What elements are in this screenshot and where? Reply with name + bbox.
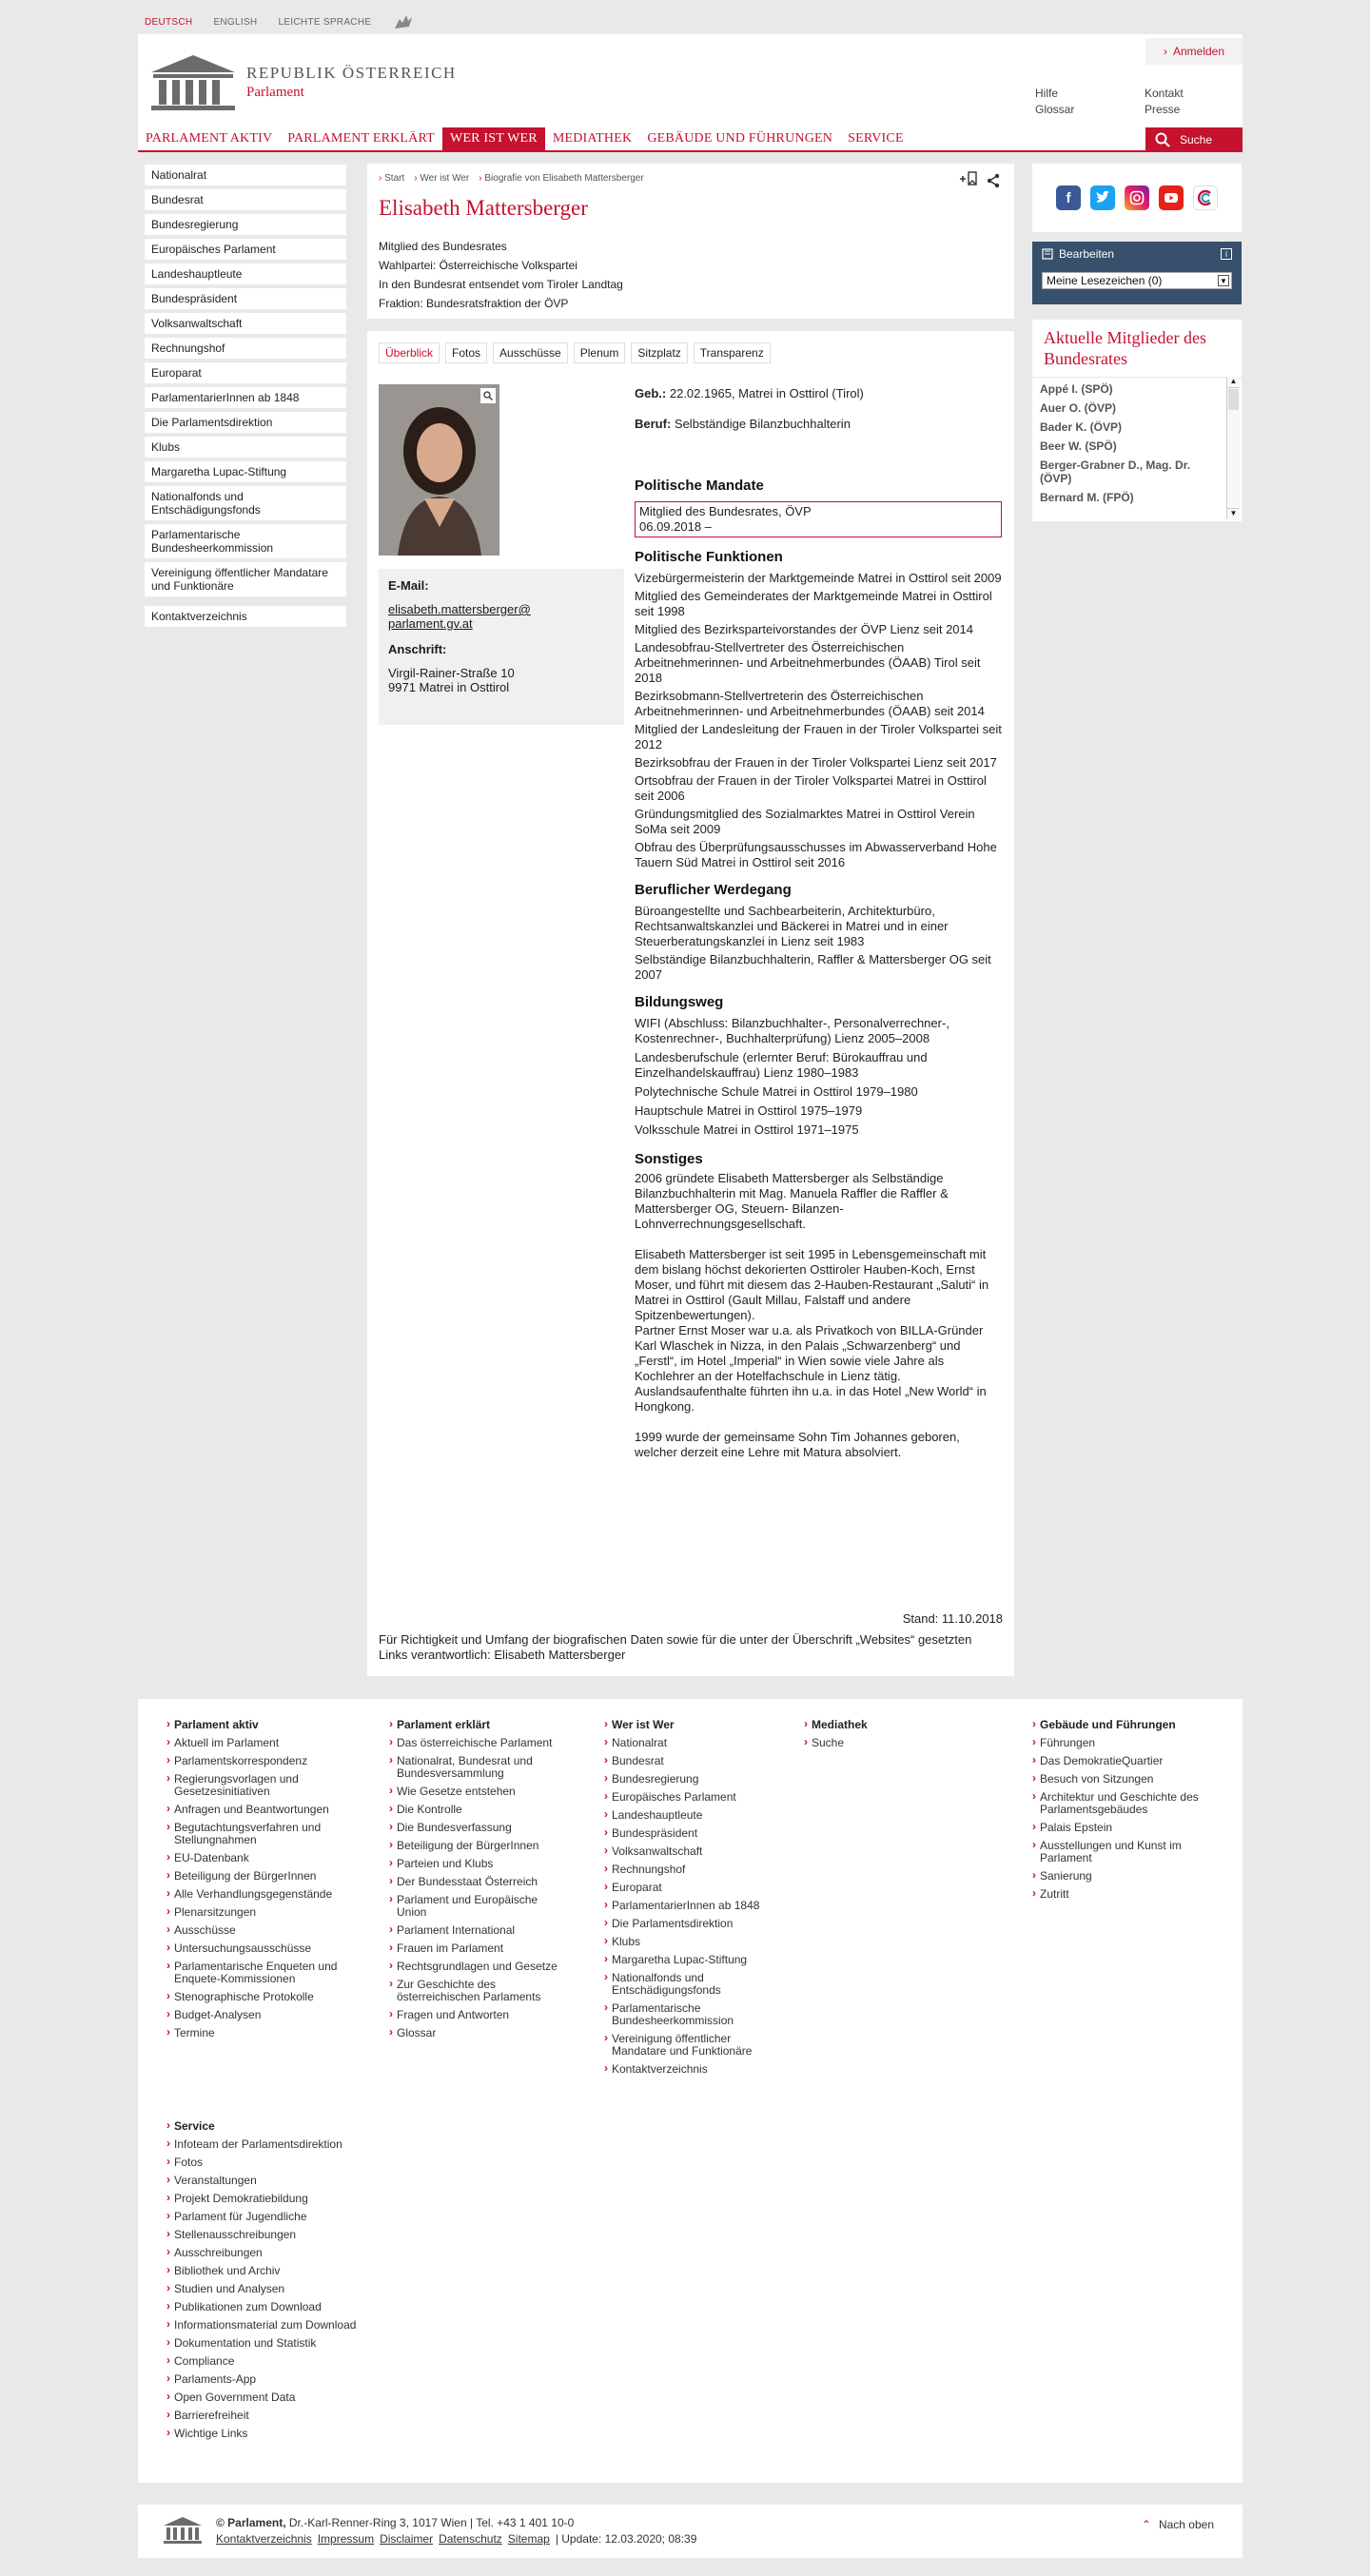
- breadcrumb: [379, 173, 644, 184]
- footer-link[interactable]: › Besuch von Sitzungen: [1032, 1773, 1223, 1786]
- section-heading: Politische Funktionen: [635, 549, 783, 565]
- footer-link[interactable]: › Palais Epstein: [1032, 1822, 1223, 1834]
- footer-link[interactable]: › Wichtige Links: [166, 2428, 376, 2440]
- footer-link[interactable]: › Parlament für Jugendliche: [166, 2211, 376, 2223]
- person-info-line: Wahlpartei: Österreichische Volkspartei: [379, 259, 577, 272]
- nav-gebaeude-fuehrungen[interactable]: GEBÄUDE UND FÜHRUNGEN: [647, 131, 833, 146]
- address: Virgil-Rainer-Straße 10 9971 Matrei in Osttirol: [388, 666, 515, 694]
- footer-link[interactable]: › Die Parlamentsdirektion: [604, 1918, 775, 1930]
- sidebar-item-lupac-stiftung[interactable]: Margaretha Lupac-Stiftung: [145, 461, 346, 482]
- footer-link[interactable]: › Rechtsgrundlagen und Gesetze: [389, 1961, 560, 1973]
- tab-bar: [379, 342, 771, 363]
- footer-heading[interactable]: › Gebäude und Führungen: [1032, 1718, 1223, 1731]
- footer-link[interactable]: › Anfragen und Beantwortungen: [166, 1804, 357, 1816]
- footer-link[interactable]: › Parlaments-App: [166, 2373, 376, 2386]
- footer-col-parlament-aktiv: [166, 1718, 357, 2045]
- tab-plenum[interactable]: Plenum: [574, 342, 626, 363]
- list-item: Mitglied des Gemeinderates der Marktgemeinde Matrei in Osttirol seit 1998: [635, 589, 992, 618]
- list-item: Bezirksobfrau der Frauen in der Tiroler Volkspartei Lienz seit 2017: [635, 755, 997, 770]
- footer-link[interactable]: › Parlament und Europäische Union: [389, 1894, 560, 1919]
- footer-link[interactable]: › Plenarsitzungen: [166, 1906, 357, 1919]
- footer-link[interactable]: › Bundesrat: [604, 1755, 775, 1767]
- footer-link[interactable]: › Nationalrat, Bundesrat und Bundesversammlung: [389, 1755, 560, 1780]
- chevron-right-icon: ›: [1163, 45, 1167, 58]
- education-list: [635, 1016, 1006, 1138]
- footer-link[interactable]: › Parlamentskorrespondenz: [166, 1755, 357, 1767]
- footer-link[interactable]: › Europäisches Parlament: [604, 1791, 775, 1804]
- login-button[interactable]: › Anmelden: [1145, 38, 1243, 65]
- footer-link[interactable]: › Führungen: [1032, 1737, 1223, 1749]
- tab-transparenz[interactable]: Transparenz: [694, 342, 771, 363]
- member-item[interactable]: Beer W. (SPÖ): [1040, 439, 1117, 453]
- link-sitemap[interactable]: Sitemap: [507, 2532, 550, 2546]
- last-updated: Stand: 11.10.2018: [902, 1611, 1003, 1626]
- footer-link[interactable]: › Frauen im Parlament: [389, 1942, 560, 1955]
- footer-link[interactable]: › Publikationen zum Download: [166, 2301, 376, 2313]
- footer-link[interactable]: › Aktuell im Parlament: [166, 1737, 357, 1749]
- footer-heading[interactable]: › Wer ist Wer: [604, 1718, 775, 1731]
- footer-col-mediathek: [804, 1718, 975, 1755]
- footer-link[interactable]: › Veranstaltungen: [166, 2175, 376, 2187]
- footer-col-parlament-erklaert: [389, 1718, 560, 2045]
- footer-link[interactable]: › Ausschüsse: [166, 1924, 357, 1937]
- bottom-bar: [138, 2505, 1243, 2558]
- list-item: Vizebürgermeisterin der Marktgemeinde Matrei in Osttirol seit 2009: [635, 571, 1002, 585]
- section-heading: Bildungsweg: [635, 994, 724, 1010]
- footer-link[interactable]: › Studien und Analysen: [166, 2283, 376, 2295]
- footer-link[interactable]: › Die Kontrolle: [389, 1804, 560, 1816]
- footer-link[interactable]: › Open Government Data: [166, 2391, 376, 2404]
- page-title: Elisabeth Mattersberger: [379, 196, 588, 220]
- career-list: [635, 904, 1006, 983]
- footer-link[interactable]: › Landeshauptleute: [604, 1809, 775, 1822]
- list-item: Volksschule Matrei in Osttirol 1971–1975: [635, 1122, 859, 1137]
- copyright: © Parlament, Dr.-Karl-Renner-Ring 3, 1017 Wien | Tel. +43 1 401 10-0: [216, 2516, 575, 2529]
- chevron-down-icon: ▼: [1218, 275, 1229, 286]
- footer-link[interactable]: › Nationalrat: [604, 1737, 775, 1749]
- link-disclaimer[interactable]: Disclaimer: [380, 2532, 434, 2546]
- person-detail-panel: [367, 331, 1014, 1676]
- tab-fotos[interactable]: Fotos: [445, 342, 487, 363]
- footer-link[interactable]: › Sanierung: [1032, 1870, 1223, 1883]
- members-title: Aktuelle Mitglieder des Bundesrates: [1032, 320, 1242, 378]
- footer-link[interactable]: › Wie Gesetze entstehen: [389, 1786, 560, 1798]
- paragraph: 1999 wurde der gemeinsame Sohn Tim Johannes geboren, welcher derzeit eine Lehre mit Matura absolviert.: [635, 1430, 960, 1459]
- members-scrollbar[interactable]: [1226, 377, 1240, 519]
- sidebar-item-nationalrat[interactable]: Nationalrat: [145, 165, 346, 185]
- footer-heading[interactable]: › Parlament erklärt: [389, 1718, 560, 1731]
- mandate-box: Mitglied des Bundesrates, ÖVP 06.09.2018 –: [635, 501, 1002, 537]
- nav-mediathek[interactable]: MEDIATHEK: [552, 131, 633, 146]
- sidebar-item-bundespraesident[interactable]: Bundespräsident: [145, 288, 346, 309]
- footer-link[interactable]: › Stenographische Protokolle: [166, 1991, 357, 2003]
- member-item[interactable]: Auer O. (ÖVP): [1040, 401, 1117, 415]
- list-item: Mitglied des Bezirksparteivorstandes der ÖVP Lienz seit 2014: [635, 622, 974, 636]
- language-bar: [145, 13, 415, 30]
- sign-language-icon[interactable]: [392, 13, 415, 30]
- footer-heading[interactable]: › Mediathek: [804, 1718, 975, 1731]
- member-item[interactable]: Bader K. (ÖVP): [1040, 420, 1123, 434]
- footer-link[interactable]: › Europarat: [604, 1882, 775, 1894]
- twitter-icon[interactable]: [1090, 185, 1115, 210]
- logo-subtitle: Parlament: [246, 84, 304, 100]
- edit-panel: [1032, 242, 1242, 304]
- parlament-building-icon: [163, 2516, 203, 2545]
- sidebar-item-bundesrat[interactable]: Bundesrat: [145, 189, 346, 210]
- nav-wer-ist-wer[interactable]: WER IST WER: [442, 127, 545, 150]
- person-info: [379, 237, 623, 313]
- member-item[interactable]: Berger-Grabner D., Mag. Dr. (ÖVP): [1040, 459, 1191, 485]
- instagram-icon[interactable]: [1125, 185, 1149, 210]
- footer-link[interactable]: › Volksanwaltschaft: [604, 1845, 775, 1858]
- footer-col-wer-ist-wer: [604, 1718, 775, 2081]
- sidebar-item-vereinigung-mandatare[interactable]: Vereinigung öffentlicher Mandatare und Funktionäre: [145, 562, 346, 596]
- members-panel: [1032, 320, 1242, 521]
- youtube-icon[interactable]: [1159, 185, 1184, 210]
- list-item: Bezirksobmann-Stellvertreterin des Österreichischen Arbeitnehmerinnen- und Arbeitnehmerbundes (ÖAAB) seit 2014: [635, 689, 985, 718]
- bookmarks-select[interactable]: Meine Lesezeichen (0) ▼: [1042, 272, 1232, 289]
- person-info-line: In den Bundesrat entsendet vom Tiroler Landtag: [379, 278, 623, 291]
- breadcrumb-start[interactable]: › Start: [379, 173, 405, 184]
- footer-heading[interactable]: › Service: [166, 2119, 376, 2133]
- footer-link[interactable]: › Margaretha Lupac-Stiftung: [604, 1954, 775, 1966]
- disclaimer-text: Für Richtigkeit und Umfang der biografischen Daten sowie für die unter der Überschrift „Websites“ gesetzten Links verantwortlich: Elisabeth Mattersberger: [379, 1632, 972, 1662]
- update-date: | Update: 12.03.2020; 08:39: [555, 2532, 697, 2546]
- footer-link[interactable]: › Fragen und Antworten: [389, 2009, 560, 2021]
- tab-sitzplatz[interactable]: Sitzplatz: [631, 342, 687, 363]
- scroll-down-icon[interactable]: ▼: [1227, 508, 1240, 519]
- link-kontaktverzeichnis[interactable]: Kontaktverzeichnis: [216, 2532, 312, 2546]
- lang-deutsch[interactable]: DEUTSCH: [145, 16, 193, 28]
- list-item: Gründungsmitglied des Sozialmarktes Matrei in Osttirol Verein SoMa seit 2009: [635, 807, 975, 836]
- footer-link[interactable]: › Parlamentarische Bundesheerkommission: [604, 2002, 775, 2027]
- footer-link[interactable]: › Architektur und Geschichte des Parlamentsgebäudes: [1032, 1791, 1223, 1816]
- sidebar-item-kontaktverzeichnis[interactable]: Kontaktverzeichnis: [145, 606, 346, 627]
- misc-text: [635, 1171, 1006, 1460]
- footer-link[interactable]: › Termine: [166, 2027, 357, 2039]
- paragraph: 2006 gründete Elisabeth Mattersberger als Selbständige Bilanzbuchhalterin mit Mag. Manuela Raffler die Raffler & Mattersberger OG, Steuern- Bilanzen- Lohnverrechnungsgesellschaft.: [635, 1171, 949, 1231]
- chevron-up-icon: ⌃: [1141, 2518, 1151, 2531]
- sidebar-item-europaeisches-parlament[interactable]: Europäisches Parlament: [145, 239, 346, 260]
- parlament-logo[interactable]: [149, 51, 457, 112]
- footer-link[interactable]: › Regierungsvorlagen und Gesetzesinitiativen: [166, 1773, 357, 1798]
- social-media-bar: [1032, 164, 1242, 232]
- member-item[interactable]: Bernard M. (FPÖ): [1040, 491, 1134, 504]
- footer-heading[interactable]: › Parlament aktiv: [166, 1718, 357, 1731]
- member-item[interactable]: Appé I. (SPÖ): [1040, 382, 1113, 396]
- footer-link[interactable]: › Beteiligung der BürgerInnen: [166, 1870, 357, 1883]
- nav-service[interactable]: SERVICE: [848, 131, 904, 146]
- sidebar-item-parlamentarier-ab-1848[interactable]: ParlamentarierInnen ab 1848: [145, 387, 346, 408]
- footer-link[interactable]: › EU-Datenbank: [166, 1852, 357, 1864]
- email-link[interactable]: elisabeth.mattersberger@ parlament.gv.at: [388, 602, 531, 631]
- footer-col-gebaeude: [1032, 1718, 1223, 1906]
- nav-parlament-erklaert[interactable]: PARLAMENT ERKLÄRT: [287, 131, 435, 146]
- footer-link[interactable]: › Bundespräsident: [604, 1827, 775, 1840]
- footer-link[interactable]: › Begutachtungsverfahren und Stellungnahmen: [166, 1822, 357, 1846]
- footer-link[interactable]: › Parteien und Klubs: [389, 1858, 560, 1870]
- sidebar-item-europarat[interactable]: Europarat: [145, 362, 346, 383]
- search-icon: [1155, 132, 1170, 147]
- main-navigation: [138, 127, 1243, 152]
- list-item: WIFI (Abschluss: Bilanzbuchhalter-, Personalverrechner-, Kostenrechner-, Buchhalterprüfung) Lienz 2005–2008: [635, 1016, 949, 1045]
- sidebar-item-bundesregierung[interactable]: Bundesregierung: [145, 214, 346, 235]
- footer-link[interactable]: › Bibliothek und Archiv: [166, 2265, 376, 2277]
- list-item: Mitglied der Landesleitung der Frauen in der Tiroler Volkspartei seit 2012: [635, 722, 1002, 751]
- footer-link[interactable]: › Glossar: [389, 2027, 560, 2039]
- contact-box: [379, 569, 624, 725]
- footer-col-service: [166, 2119, 376, 2446]
- list-item: Büroangestellte und Sachbearbeiterin, Architekturbüro, Rechtsanwaltskanzlei und Bäckerei in Matrei und in einer Steuerberatungskanzlei in Lienz seit 1983: [635, 904, 949, 948]
- person-info-line: Mitglied des Bundesrates: [379, 240, 507, 253]
- scroll-up-icon[interactable]: ▲: [1227, 377, 1240, 388]
- biography-content: [635, 386, 1006, 1460]
- section-heading: Beruflicher Werdegang: [635, 882, 792, 898]
- lang-leichte-sprache[interactable]: LEICHTE SPRACHE: [278, 16, 372, 28]
- press-link[interactable]: Presse: [1145, 103, 1181, 116]
- sidebar-item-landeshauptleute[interactable]: Landeshauptleute: [145, 263, 346, 284]
- bookmark-add-icon[interactable]: [959, 171, 978, 189]
- footer-link[interactable]: › Compliance: [166, 2355, 376, 2368]
- parlament-building-icon: [149, 51, 237, 112]
- share-icon[interactable]: [986, 173, 1001, 191]
- breadcrumb-current: › Biografie von Elisabeth Mattersberger: [479, 173, 644, 184]
- footer-link[interactable]: › Dokumentation und Statistik: [166, 2337, 376, 2350]
- footer-link[interactable]: › Projekt Demokratiebildung: [166, 2193, 376, 2205]
- sidebar-item-rechnungshof[interactable]: Rechnungshof: [145, 338, 346, 359]
- site-footer: [138, 1699, 1243, 2483]
- list-item: Selbständige Bilanzbuchhalterin, Raffler & Mattersberger OG seit 2007: [635, 952, 991, 982]
- footer-link[interactable]: › Alle Verhandlungsgegenstände: [166, 1888, 357, 1901]
- section-heading: Sonstiges: [635, 1151, 703, 1167]
- breadcrumb-wer-ist-wer[interactable]: › Wer ist Wer: [414, 173, 470, 184]
- footer-link[interactable]: › Parlamentarische Enqueten und Enquete-Kommissionen: [166, 1961, 357, 1985]
- footer-link[interactable]: › Ausschreibungen: [166, 2247, 376, 2259]
- link-impressum[interactable]: Impressum: [317, 2532, 375, 2546]
- members-list: [1032, 377, 1226, 519]
- legal-links: [216, 2532, 696, 2546]
- sidebar-item-nationalfonds[interactable]: Nationalfonds und Entschädigungsfonds: [145, 486, 346, 520]
- footer-link[interactable]: › ParlamentarierInnen ab 1848: [604, 1900, 775, 1912]
- footer-link[interactable]: › Bundesregierung: [604, 1773, 775, 1786]
- email-label: E-Mail:: [388, 578, 429, 593]
- footer-link[interactable]: › Budget-Analysen: [166, 2009, 357, 2021]
- tab-ausschuesse[interactable]: Ausschüsse: [493, 342, 568, 363]
- site-header: [138, 34, 1243, 127]
- sidebar-item-volksanwaltschaft[interactable]: Volksanwaltschaft: [145, 313, 346, 334]
- paragraph: Elisabeth Mattersberger ist seit 1995 in Lebensgemeinschaft mit dem bislang höchst dekorierten Osttiroler Hauben-Koch, Ernst Moser, und führt mit diesem das 2-Hauben-Restaurant „Saluti“ in Matrei in Osttirol (Gault Millau, Falstaff und andere Spitzenbewertungen).: [635, 1247, 989, 1322]
- info-icon[interactable]: i: [1221, 248, 1232, 260]
- sidebar-navigation: [145, 165, 346, 627]
- footer-link[interactable]: › Rechnungshof: [604, 1864, 775, 1876]
- footer-link[interactable]: › Klubs: [604, 1936, 775, 1948]
- footer-link[interactable]: › Fotos: [166, 2156, 376, 2169]
- footer-link[interactable]: › Parlament International: [389, 1924, 560, 1937]
- zoom-icon[interactable]: [480, 388, 496, 403]
- footer-link[interactable]: › Stellenausschreibungen: [166, 2229, 376, 2241]
- glossary-link[interactable]: Glossar: [1035, 103, 1075, 116]
- list-item: Landesberufschule (erlernter Beruf: Bürokauffrau und Einzelhandelskauffrau) Lienz 1980–1983: [635, 1050, 928, 1080]
- sidebar-item-bundesheerkommission[interactable]: Parlamentarische Bundesheerkommission: [145, 524, 346, 558]
- footer-link[interactable]: › Informationsmaterial zum Download: [166, 2319, 376, 2332]
- list-item: Hauptschule Matrei in Osttirol 1975–1979: [635, 1103, 863, 1118]
- footer-link[interactable]: › Suche: [804, 1737, 975, 1749]
- section-heading: Politische Mandate: [635, 478, 764, 494]
- footer-link[interactable]: › Das österreichische Parlament: [389, 1737, 560, 1749]
- footer-link[interactable]: › Zur Geschichte des österreichischen Parlaments: [389, 1979, 560, 2003]
- footer-link[interactable]: › Vereinigung öffentlicher Mandatare und Funktionäre: [604, 2033, 775, 2058]
- footer-link[interactable]: › Untersuchungsausschüsse: [166, 1942, 357, 1955]
- paragraph: Partner Ernst Moser war u.a. als Privatkoch von BILLA-Gründer Karl Wlaschek in Nizza, in den Palais „Schwarzenberg“ und „Ferstl“, im Hotel „Imperial“ in Wien sowie viele Jahre als Kochlehrer an der Hotelfachschule in Lienz tätig. Auslandsaufenthalte führten ihn u.a. in das Hotel „New World“ in Hongkong.: [635, 1323, 987, 1414]
- footer-link[interactable]: › Infoteam der Parlamentsdirektion: [166, 2138, 376, 2151]
- bookmark-icon: [1042, 248, 1053, 260]
- back-to-top-link[interactable]: ⌃ Nach oben: [1141, 2518, 1214, 2531]
- list-item: Polytechnische Schule Matrei in Osttirol 1979–1980: [635, 1084, 918, 1099]
- list-item: Obfrau des Überprüfungsausschusses im Abwasserverband Hohe Tauern Süd Matrei in Osttirol seit 2016: [635, 840, 997, 869]
- person-info-line: Fraktion: Bundesratsfraktion der ÖVP: [379, 297, 569, 310]
- edit-label: Bearbeiten: [1059, 247, 1115, 261]
- sidebar-item-parlamentsdirektion[interactable]: Die Parlamentsdirektion: [145, 412, 346, 433]
- footer-link[interactable]: › Ausstellungen und Kunst im Parlament: [1032, 1840, 1223, 1864]
- logo-title: REPUBLIK ÖSTERREICH: [246, 63, 457, 82]
- footer-link[interactable]: › Der Bundesstaat Österreich: [389, 1876, 560, 1888]
- list-item: Ortsobfrau der Frauen in der Tiroler Volkspartei Matrei in Osttirol seit 2006: [635, 773, 987, 803]
- list-item: Landesobfrau-Stellvertreter des Österreichischen Arbeitnehmerinnen- und Arbeitnehmerbundes (ÖAAB) Tirol seit 2018: [635, 640, 981, 685]
- footer-link[interactable]: › Kontaktverzeichnis: [604, 2063, 775, 2076]
- footer-link[interactable]: › Nationalfonds und Entschädigungsfonds: [604, 1972, 775, 1997]
- nav-parlament-aktiv[interactable]: PARLAMENT AKTIV: [146, 131, 273, 146]
- tab-ueberblick[interactable]: Überblick: [379, 342, 440, 363]
- sidebar-item-klubs[interactable]: Klubs: [145, 437, 346, 458]
- scroll-thumb[interactable]: [1228, 389, 1239, 410]
- footer-link[interactable]: › Das DemokratieQuartier: [1032, 1755, 1223, 1767]
- footer-link[interactable]: › Zutritt: [1032, 1888, 1223, 1901]
- lang-english[interactable]: ENGLISH: [213, 16, 258, 28]
- person-header-panel: [367, 164, 1014, 319]
- birth-info: Geb.: 22.02.1965, Matrei in Osttirol (Tirol): [635, 386, 864, 400]
- footer-link[interactable]: › Die Bundesverfassung: [389, 1822, 560, 1834]
- parlament-app-icon[interactable]: [1193, 185, 1218, 210]
- footer-link[interactable]: › Barrierefreiheit: [166, 2410, 376, 2422]
- functions-list: [635, 571, 1006, 870]
- address-label: Anschrift:: [388, 642, 447, 656]
- contact-link[interactable]: Kontakt: [1145, 87, 1184, 100]
- help-link[interactable]: Hilfe: [1035, 87, 1059, 100]
- link-datenschutz[interactable]: Datenschutz: [439, 2532, 502, 2546]
- search-button[interactable]: Suche: [1145, 127, 1243, 152]
- profession-info: Beruf: Selbständige Bilanzbuchhalterin: [635, 417, 851, 431]
- footer-link[interactable]: › Beteiligung der BürgerInnen: [389, 1840, 560, 1852]
- portrait-photo[interactable]: [379, 384, 499, 556]
- facebook-icon[interactable]: f: [1056, 185, 1081, 210]
